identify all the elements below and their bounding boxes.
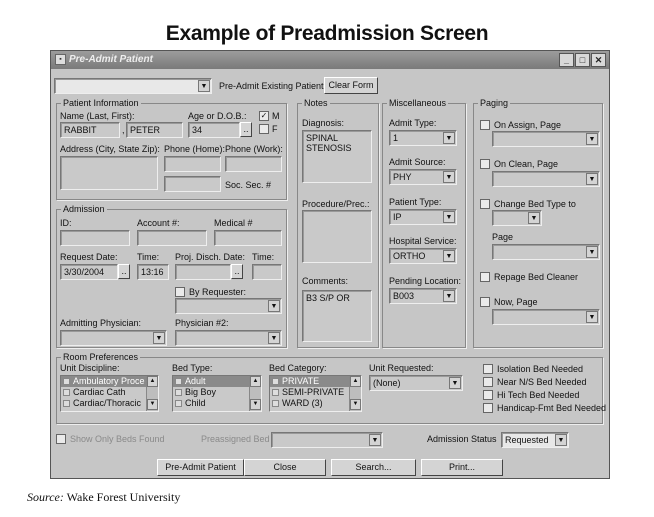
admission-status-value: Requested <box>505 435 549 445</box>
repage-label: Repage Bed Cleaner <box>494 272 579 282</box>
change-bed-label: Change Bed Type to <box>494 199 576 209</box>
admit-source-label: Admit Source: <box>389 157 446 167</box>
age-input[interactable]: 34 <box>188 122 240 138</box>
account-label: Account #: <box>137 218 180 228</box>
list-item[interactable] <box>61 387 158 398</box>
male-label: M <box>272 111 280 121</box>
search-button[interactable]: Search... <box>331 459 416 476</box>
pre-admit-window <box>50 50 610 479</box>
chevron-down-icon: ▼ <box>443 250 455 262</box>
patient-info-group <box>56 98 287 200</box>
scrollbar[interactable] <box>349 376 361 411</box>
account-input[interactable] <box>137 230 207 246</box>
source-label: Source: <box>27 490 64 504</box>
diagnosis-line1: SPINAL <box>306 133 339 143</box>
close-button[interactable]: Close <box>244 459 326 476</box>
repage-checkbox[interactable] <box>480 272 490 282</box>
preassigned-bed-select[interactable] <box>271 432 383 448</box>
scrollbar[interactable] <box>146 376 158 411</box>
unit-requested-select[interactable] <box>369 375 463 391</box>
address-label: Address (City, State Zip): <box>60 144 160 154</box>
on-assign-checkbox[interactable] <box>480 120 490 130</box>
page-title: Example of Preadmission Screen <box>165 22 489 45</box>
request-time-input[interactable]: 13:16 <box>137 264 169 280</box>
list-item-label: Child <box>185 398 206 408</box>
proj-disch-date-input[interactable] <box>175 264 231 280</box>
pending-location-value: B003 <box>393 291 415 301</box>
list-item-label: Ambulatory Proce <box>73 376 145 386</box>
admit-source-value: PHY <box>393 172 412 182</box>
list-item-label: Cardiac Cath <box>73 387 126 397</box>
handicap-checkbox[interactable] <box>483 403 493 413</box>
minimize-button[interactable]: _ <box>559 53 574 67</box>
pre-admit-button[interactable]: Pre-Admit Patient <box>157 459 244 476</box>
app-icon: ▪ <box>55 54 66 65</box>
existing-patient-select[interactable] <box>54 78 212 94</box>
hi-tech-label: Hi Tech Bed Needed <box>497 390 580 400</box>
show-only-label: Show Only Beds Found <box>70 434 165 444</box>
id-input[interactable] <box>60 230 130 246</box>
room-preferences-title: Room Preferences <box>63 352 139 362</box>
on-clean-checkbox[interactable] <box>480 159 490 169</box>
ssn-input[interactable] <box>164 176 221 192</box>
list-item[interactable] <box>173 387 261 398</box>
chevron-down-icon: ▼ <box>443 132 455 144</box>
hospital-service-value: ORTHO <box>393 251 426 261</box>
notes-group <box>297 98 379 348</box>
source-text: Wake Forest University <box>63 490 181 504</box>
chevron-down-icon: ▼ <box>586 246 598 258</box>
now-page-checkbox[interactable] <box>480 297 490 307</box>
first-name-input[interactable]: PETER <box>126 122 183 138</box>
medical-input[interactable] <box>214 230 282 246</box>
proj-disch-label: Proj. Disch. Date: <box>175 252 246 262</box>
list-item[interactable] <box>270 376 361 387</box>
list-item-label: WARD (3) <box>282 398 323 408</box>
patient-info-title: Patient Information <box>63 98 139 108</box>
admit-type-select[interactable] <box>389 130 457 146</box>
room-preferences-group <box>56 352 607 424</box>
age-label: Age or D.O.B.: <box>188 111 247 121</box>
print-button[interactable]: Print... <box>421 459 503 476</box>
admit-source-select[interactable] <box>389 169 457 185</box>
isolation-label: Isolation Bed Needed <box>497 364 584 374</box>
chevron-down-icon: ▼ <box>586 311 598 323</box>
address-input[interactable] <box>60 156 158 190</box>
id-label: ID: <box>60 218 72 228</box>
female-checkbox[interactable] <box>259 124 269 134</box>
bed-category-label: Bed Category: <box>269 363 327 373</box>
scroll-up-icon[interactable]: ▲ <box>147 376 158 387</box>
name-separator: , <box>122 125 125 135</box>
list-item[interactable] <box>270 398 361 409</box>
bed-type-list[interactable] <box>172 375 262 412</box>
phone-home-label: Phone (Home): <box>164 144 226 154</box>
show-only-checkbox[interactable] <box>56 434 66 444</box>
proj-disch-picker[interactable]: .. <box>231 264 243 279</box>
misc-title: Miscellaneous <box>389 98 447 108</box>
window-titlebar[interactable] <box>51 51 609 69</box>
time-label: Time: <box>137 252 160 262</box>
pending-location-label: Pending Location: <box>389 276 462 286</box>
admit-type-value: 1 <box>393 133 399 143</box>
bed-type-label: Bed Type: <box>172 363 213 373</box>
on-assign-select[interactable] <box>492 131 600 147</box>
source-caption <box>27 490 180 505</box>
admission-group <box>56 204 287 348</box>
hi-tech-checkbox[interactable] <box>483 390 493 400</box>
admit-type-label: Admit Type: <box>389 118 437 128</box>
phone-work-input[interactable] <box>225 156 282 172</box>
hospital-service-select[interactable] <box>389 248 457 264</box>
near-ns-label: Near N/S Bed Needed <box>497 377 587 387</box>
physician2-select[interactable] <box>175 330 282 346</box>
paging-title: Paging <box>480 98 509 108</box>
chevron-down-icon: ▼ <box>198 80 210 92</box>
chevron-down-icon: ▼ <box>268 332 280 344</box>
chevron-down-icon: ▼ <box>443 171 455 183</box>
ssn-label: Soc. Sec. # <box>225 180 272 190</box>
admission-status-label: Admission Status <box>427 434 497 444</box>
hospital-service-label: Hospital Service: <box>389 236 457 246</box>
procedure-input[interactable] <box>302 210 372 263</box>
list-item[interactable] <box>173 398 261 409</box>
on-clean-select[interactable] <box>492 171 600 187</box>
request-date-picker[interactable]: .. <box>118 264 130 279</box>
list-item[interactable] <box>173 376 261 387</box>
chevron-down-icon: ▼ <box>443 290 455 302</box>
scroll-down-icon[interactable]: ▼ <box>350 399 361 410</box>
scroll-up-icon[interactable]: ▲ <box>350 376 361 387</box>
physician2-label: Physician #2: <box>175 318 229 328</box>
diagnosis-label: Diagnosis: <box>302 118 345 128</box>
list-item-label: Adult <box>185 376 206 386</box>
list-item-label: Cardiac/Thoracic <box>73 398 142 408</box>
on-assign-label: On Assign, Page <box>494 120 562 130</box>
request-date-input[interactable]: 3/30/2004 <box>60 264 118 280</box>
comments-input[interactable]: B3 S/P OR <box>302 290 372 342</box>
maximize-button[interactable]: □ <box>575 53 590 67</box>
admission-status-select[interactable] <box>501 432 569 448</box>
patient-type-label: Patient Type: <box>389 197 442 207</box>
existing-patient-label: Pre-Admit Existing Patient <box>219 81 324 91</box>
name-label: Name (Last, First): <box>60 111 135 121</box>
scrollbar[interactable] <box>249 376 261 411</box>
scroll-down-icon[interactable]: ▼ <box>250 399 261 410</box>
list-item[interactable] <box>61 376 158 387</box>
chevron-down-icon: ▼ <box>443 211 455 223</box>
change-bed-select[interactable] <box>492 210 542 226</box>
list-item-label: SEMI-PRIVATE <box>282 387 345 397</box>
unit-requested-label: Unit Requested: <box>369 363 434 373</box>
notes-title: Notes <box>304 98 328 108</box>
last-name-input[interactable]: RABBIT <box>60 122 120 138</box>
now-page-label: Now, Page <box>494 297 538 307</box>
procedure-label: Procedure/Prec.: <box>302 199 370 209</box>
close-window-button[interactable]: ✕ <box>591 53 606 67</box>
scroll-up-icon[interactable]: ▲ <box>250 376 261 387</box>
request-date-label: Request Date: <box>60 252 118 262</box>
chevron-down-icon: ▼ <box>528 212 540 224</box>
preassigned-label: Preassigned Bed <box>201 434 270 444</box>
chevron-down-icon: ▼ <box>555 434 567 446</box>
clear-form-button[interactable]: Clear Form <box>324 77 378 94</box>
list-item-label: Big Boy <box>185 387 217 397</box>
phone-home-input[interactable] <box>164 156 221 172</box>
unit-discipline-label: Unit Discipline: <box>60 363 120 373</box>
diagnosis-line2: STENOSIS <box>306 143 352 153</box>
bed-category-list[interactable] <box>269 375 362 412</box>
by-requester-label: By Requester: <box>189 287 247 297</box>
near-ns-checkbox[interactable] <box>483 377 493 387</box>
chevron-down-icon: ▼ <box>449 377 461 389</box>
male-checkbox[interactable]: ✓ <box>260 111 268 120</box>
page-select[interactable] <box>492 244 600 260</box>
chevron-down-icon: ▼ <box>586 133 598 145</box>
dob-picker-button[interactable]: .. <box>240 122 252 137</box>
scroll-down-icon[interactable]: ▼ <box>147 399 158 410</box>
unit-requested-value: (None) <box>373 378 401 388</box>
list-item-label: PRIVATE <box>282 376 320 386</box>
admitting-physician-select[interactable] <box>60 330 167 346</box>
diagnosis-input[interactable] <box>302 130 372 183</box>
page-label: Page <box>492 232 514 242</box>
now-page-select[interactable] <box>492 309 600 325</box>
chevron-down-icon: ▼ <box>268 300 280 312</box>
patient-type-select[interactable] <box>389 209 457 225</box>
requester-select[interactable] <box>175 298 282 314</box>
time2-label: Time: <box>252 252 275 262</box>
pending-location-select[interactable] <box>389 288 457 304</box>
list-item[interactable] <box>270 387 361 398</box>
admitting-physician-label: Admitting Physician: <box>60 318 142 328</box>
comments-label: Comments: <box>302 276 349 286</box>
medical-label: Medical # <box>214 218 253 228</box>
chevron-down-icon: ▼ <box>586 173 598 185</box>
change-bed-checkbox[interactable] <box>480 199 490 209</box>
isolation-checkbox[interactable] <box>483 364 493 374</box>
handicap-label: Handicap-Fmt Bed Needed <box>497 403 607 413</box>
female-label: F <box>272 124 278 134</box>
list-item[interactable] <box>61 398 158 409</box>
misc-group <box>382 98 466 348</box>
chevron-down-icon: ▼ <box>153 332 165 344</box>
by-requester-checkbox[interactable] <box>175 287 185 297</box>
admission-title: Admission <box>63 204 105 214</box>
on-clean-label: On Clean, Page <box>494 159 559 169</box>
unit-discipline-list[interactable] <box>60 375 159 412</box>
paging-group <box>473 98 603 348</box>
phone-work-label: Phone (Work): <box>225 144 283 154</box>
proj-time-input[interactable] <box>252 264 282 280</box>
window-title: Pre-Admit Patient <box>69 54 153 65</box>
patient-type-value: IP <box>393 212 402 222</box>
chevron-down-icon: ▼ <box>369 434 381 446</box>
